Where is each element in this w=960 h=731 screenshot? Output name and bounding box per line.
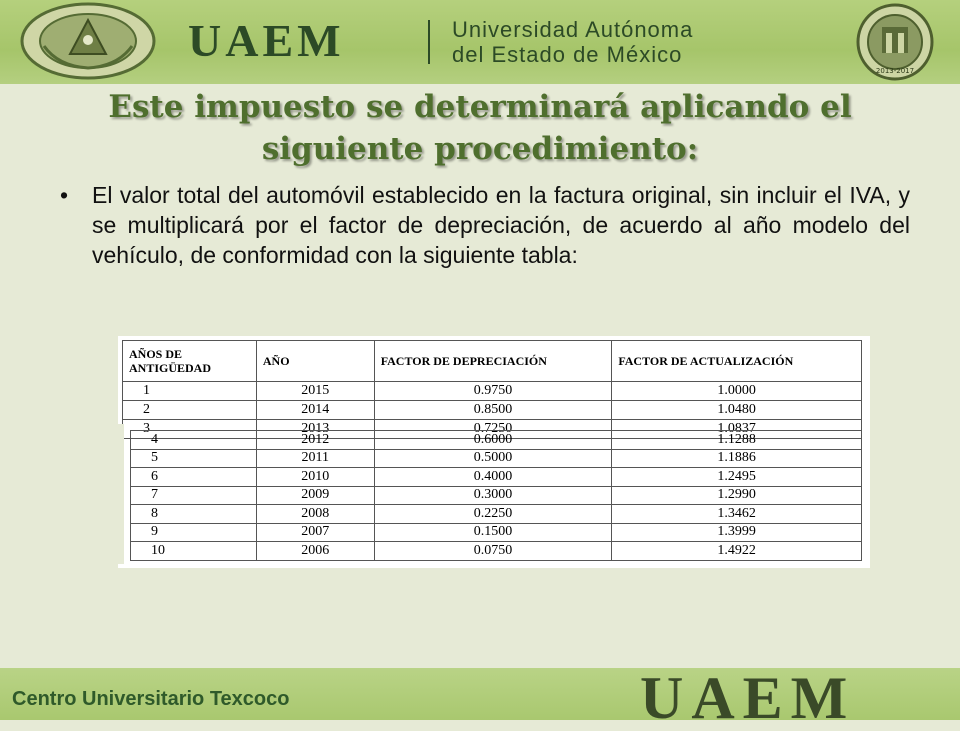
- anniversary-seal-icon: [838, 3, 952, 81]
- university-seal-icon: [18, 2, 158, 80]
- cell-years: 10: [131, 542, 257, 561]
- cell-year: 2009: [256, 486, 374, 505]
- cell-years: 1: [123, 382, 257, 401]
- cell-year: 2010: [256, 468, 374, 487]
- cell-year: 2012: [256, 431, 374, 450]
- university-name-line2: del Estado de México: [452, 42, 683, 67]
- cell-depreciation: 0.3000: [374, 486, 612, 505]
- cell-year: 2013: [256, 420, 374, 439]
- cell-year: 2007: [256, 523, 374, 542]
- cell-update: 1.0000: [612, 382, 862, 401]
- cell-year: 2015: [256, 382, 374, 401]
- cell-update: 1.2495: [612, 468, 862, 487]
- cell-years: 7: [131, 486, 257, 505]
- header-years: AÑOS DE ANTIGÜEDAD: [123, 341, 257, 382]
- table-row: [131, 505, 862, 524]
- uaem-wordmark: UAEM: [188, 15, 345, 66]
- table-row: [131, 486, 862, 505]
- cell-year: 2014: [256, 401, 374, 420]
- cell-depreciation: 0.6000: [374, 431, 612, 450]
- table-header-row: [123, 341, 862, 382]
- header-depreciation: FACTOR DE DEPRECIACIÓN: [374, 341, 612, 382]
- cell-year: 2006: [256, 542, 374, 561]
- campus-name: Centro Universitario Texcoco: [12, 688, 290, 710]
- cell-update: 1.1288: [612, 431, 862, 450]
- cell-years: 4: [131, 431, 257, 450]
- header-year: AÑO: [256, 341, 374, 382]
- bullet-item: [60, 180, 910, 270]
- table-row: [123, 401, 862, 420]
- cell-depreciation: 0.1500: [374, 523, 612, 542]
- table-row: [131, 449, 862, 468]
- table-row: [131, 468, 862, 487]
- cell-update: 1.3999: [612, 523, 862, 542]
- cell-years: 5: [131, 449, 257, 468]
- header-update: FACTOR DE ACTUALIZACIÓN: [612, 341, 862, 382]
- table-row: [131, 431, 862, 450]
- cell-depreciation: 0.2250: [374, 505, 612, 524]
- depreciation-table-image: [118, 336, 870, 568]
- cell-update: 1.4922: [612, 542, 862, 561]
- cell-year: 2011: [256, 449, 374, 468]
- table-row: [131, 542, 862, 561]
- table-body-bottom: [131, 431, 862, 561]
- table-row: [131, 523, 862, 542]
- university-name-line1: Universidad Autónoma: [452, 17, 694, 42]
- cell-depreciation: 0.8500: [374, 401, 612, 420]
- bullet-dot-icon: •: [60, 182, 69, 208]
- table-edge: [118, 424, 124, 564]
- footer-band: [0, 665, 960, 731]
- cell-update: 1.1886: [612, 449, 862, 468]
- seal-years: 2013-2017: [875, 67, 915, 75]
- cell-update: 1.2990: [612, 486, 862, 505]
- cell-update: 1.3462: [612, 505, 862, 524]
- slide-title: Este impuesto se determinará aplicando el siguiente procedimiento:: [108, 89, 852, 167]
- table-row: [123, 382, 862, 401]
- cell-years: 3: [123, 420, 257, 439]
- university-name: [452, 17, 693, 67]
- header-band: [0, 0, 960, 84]
- cell-depreciation: 0.0750: [374, 542, 612, 561]
- cell-years: 9: [131, 523, 257, 542]
- footer-uaem-wordmark: UAEM: [640, 665, 856, 731]
- cell-years: 2: [123, 401, 257, 420]
- cell-years: 6: [131, 468, 257, 487]
- header-divider: [428, 20, 430, 64]
- depreciation-table-top: [122, 340, 862, 439]
- cell-year: 2008: [256, 505, 374, 524]
- cell-update: 1.0837: [612, 420, 862, 439]
- cell-depreciation: 0.4000: [374, 468, 612, 487]
- bullet-text: El valor total del automóvil establecido en la factura original, sin incluir el IVA, y se multiplicará por el factor de depreciación, de acuerdo al año modelo del vehículo, de conformidad con la siguiente tabla:: [92, 182, 910, 268]
- cell-years: 8: [131, 505, 257, 524]
- cell-depreciation: 0.9750: [374, 382, 612, 401]
- cell-update: 1.0480: [612, 401, 862, 420]
- cell-depreciation: 0.7250: [374, 420, 612, 439]
- cell-depreciation: 0.5000: [374, 449, 612, 468]
- depreciation-table-bottom: [130, 430, 862, 561]
